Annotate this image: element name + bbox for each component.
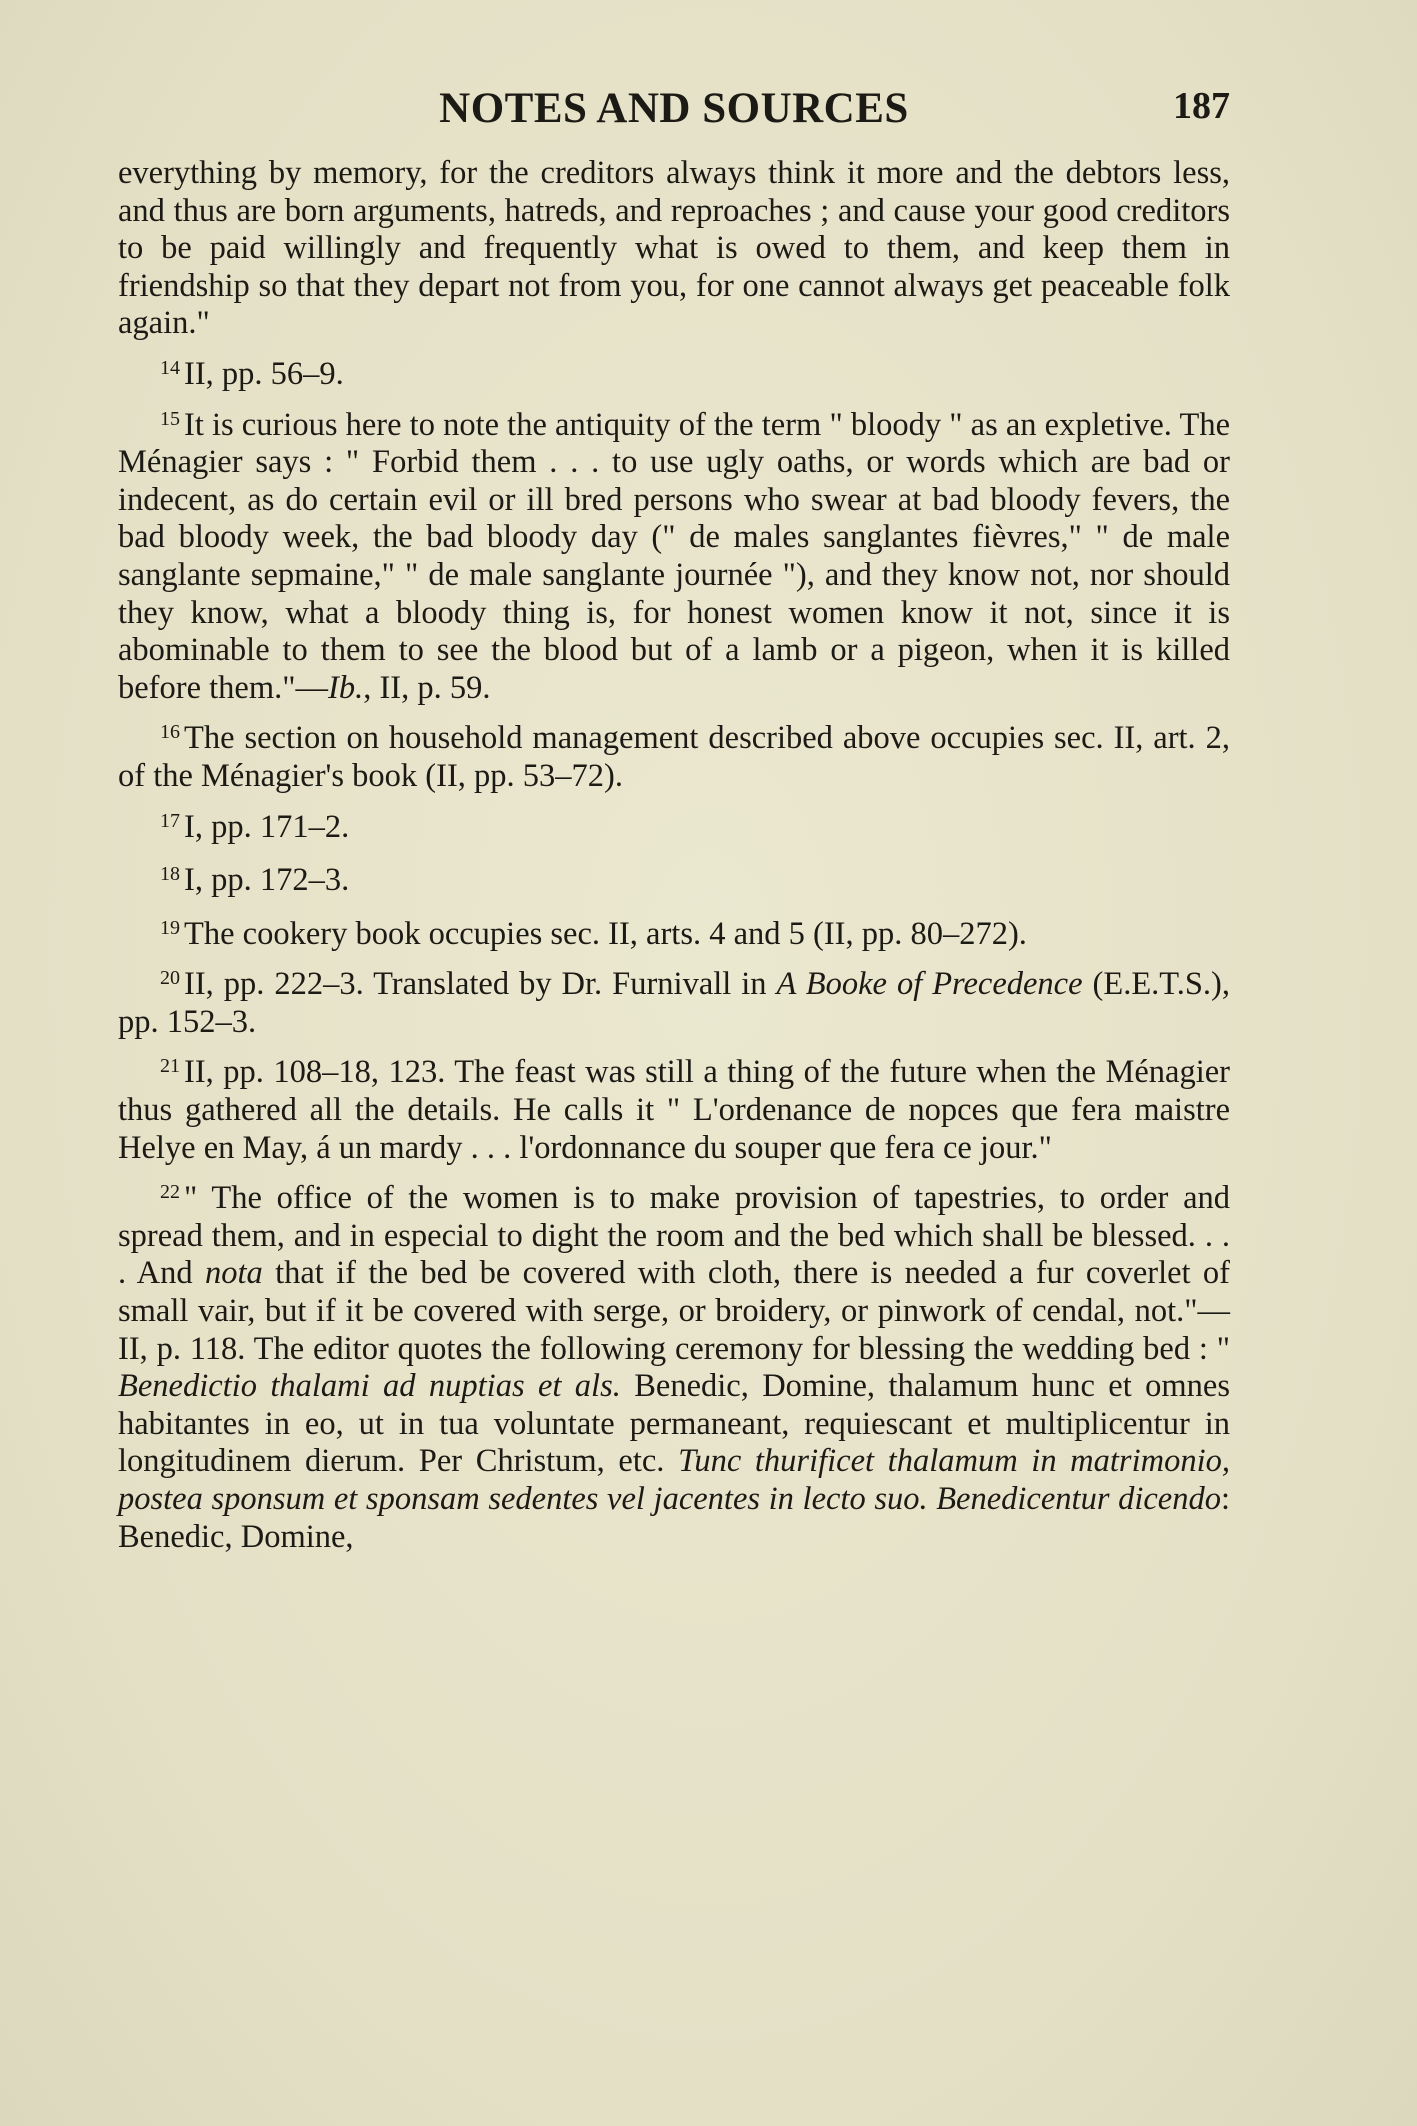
- italic-text: Ib.: [328, 669, 364, 706]
- note-number: 17: [160, 809, 180, 832]
- paragraph-text: II, pp. 222–3. Translated by Dr. Furnivall in: [184, 966, 777, 1003]
- note-number: 18: [160, 863, 180, 886]
- note-20: [118, 966, 1230, 1041]
- note-15: [118, 407, 1230, 708]
- note-number: 15: [160, 407, 180, 430]
- paragraph-text: II, pp. 56–9.: [184, 355, 344, 392]
- paragraph-text: that if the bed be covered with cloth, there is needed a fur coverlet of small vair, but if it be covered with serge, or broidery, or pinwork of cendal, not."—II, p. 118. The editor quotes the following ceremony for blessing the wedding bed : ": [118, 1255, 1230, 1367]
- running-title: NOTES AND SOURCES: [439, 85, 909, 132]
- italic-text: Tunc thurificet thalamum in matrimonio, postea sponsum et sponsam sedentes vel jacentes in lecto suo. Benedicentur dicendo: [118, 1443, 1230, 1517]
- paragraph-text: II, pp. 108–18, 123. The feast was still a thing of the future when the Ménagier thus gathered all the details. He calls it " L'ordenance de nopces que fera maistre Helye en May, á un mardy . . . l'ordonnance du souper que fera ce jour.": [118, 1054, 1230, 1166]
- note-17: [118, 809, 1230, 847]
- note-14: [118, 356, 1230, 394]
- paragraph-text: " The office of the women is to make provision of tapestries, to order and spread them, and in especial to dight the room and the bed which shall be blessed. . . . And: [118, 1180, 1230, 1292]
- paragraph-text: The section on household management described above occupies sec. II, art. 2, of the Ménagier's book (II, pp. 53–72).: [118, 720, 1230, 794]
- italic-text: A Booke of Precedence: [776, 966, 1083, 1003]
- note-18: [118, 862, 1230, 900]
- note-number: 19: [160, 916, 180, 939]
- paragraph-text: everything by memory, for the creditors always think it more and the debtors less, and thus are born arguments, hatreds, and reproaches ; and cause your good creditors to be paid willingly and frequently what is owed to them, and keep them in friendship so that they depart not from you, for one cannot always get peaceable folk again.": [118, 155, 1230, 342]
- paragraph-text: Benedic, Domine, thalamum hunc et omnes habitantes in eo, ut in tua voluntate permaneant, requiescant et multiplicentur in longitudinem dierum. Per Christum, etc.: [118, 1368, 1230, 1480]
- note-number: 20: [160, 967, 180, 990]
- paragraph-text: It is curious here to note the antiquity of the term " bloody " as an expletive. The Ménagier says : " Forbid them . . . to use ugly oaths, or words which are bad or indecent, as do certain evil or ill bred persons who swear at bad bloody fevers, the bad bloody week, the bad bloody day (" de males sanglantes fièvres," " de male sanglante sepmaine," " de male sanglante journée "), and they know not, nor should they know, what a bloody thing is, for honest women know it not, since it is abominable to them to see the blood but of a lamb or a pigeon, when it is killed before them."—: [118, 406, 1230, 706]
- note-number: 14: [160, 356, 180, 379]
- note-continuation: [118, 155, 1230, 343]
- paragraph-text: , II, p. 59.: [363, 669, 491, 706]
- paragraph-text: I, pp. 172–3.: [184, 862, 350, 899]
- note-number: 22: [160, 1181, 180, 1204]
- note-21: [118, 1054, 1230, 1167]
- paragraph-text: : Benedic, Domine,: [118, 1481, 1230, 1555]
- paragraph-text: (E.E.T.S.), pp. 152–3.: [118, 966, 1231, 1040]
- note-16: [118, 720, 1230, 795]
- paragraph-text: I, pp. 171–2.: [184, 808, 350, 845]
- running-header: [118, 84, 1230, 144]
- page-number: 187: [1173, 85, 1230, 127]
- note-22: [118, 1180, 1230, 1556]
- note-number: 16: [160, 721, 180, 744]
- notes-body: [118, 155, 1230, 1569]
- note-number: 21: [160, 1055, 180, 1078]
- paragraph-text: The cookery book occupies sec. II, arts. 4 and 5 (II, pp. 80–272).: [184, 915, 1027, 952]
- note-19: [118, 916, 1230, 954]
- italic-text: nota: [204, 1255, 263, 1292]
- italic-text: Benedictio thalami ad nuptias et als.: [118, 1368, 621, 1405]
